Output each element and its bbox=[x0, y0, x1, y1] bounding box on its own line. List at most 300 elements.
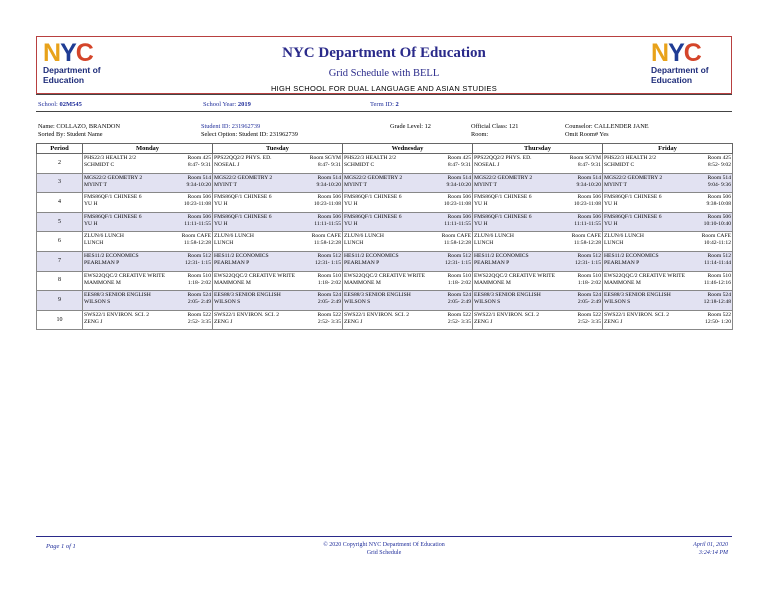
bell-time: 11:11-11:55 bbox=[574, 220, 601, 227]
schedule-cell bbox=[213, 251, 343, 271]
bell-time: 9:38-10:08 bbox=[706, 201, 731, 208]
schedule-cell bbox=[473, 310, 603, 330]
schedule-body bbox=[37, 154, 733, 330]
bell-time: 8:47- 9:31 bbox=[187, 162, 211, 168]
class-entry bbox=[474, 233, 601, 247]
teacher-name: ZENG J bbox=[474, 318, 493, 325]
course-code: FMS86QF/1 CHINESE 6 bbox=[474, 194, 532, 201]
period-number: 4 bbox=[37, 193, 83, 213]
room-time bbox=[704, 273, 731, 287]
class-entry bbox=[474, 155, 601, 169]
bell-time: 12:18-12:48 bbox=[703, 299, 731, 306]
course-code: HES11/2 ECONOMICS bbox=[214, 252, 269, 259]
room-number: Room 510 bbox=[577, 272, 601, 279]
room-number: Room 514 bbox=[447, 174, 471, 181]
meta-rule bbox=[36, 111, 732, 112]
nyc-doe-logo-right bbox=[651, 39, 727, 88]
course-code: SWS22/1 ENVIRON. SCI. 2 bbox=[344, 311, 410, 318]
schedule-cell bbox=[83, 271, 213, 291]
course-code: SWS22/1 ENVIRON. SCI. 2 bbox=[474, 311, 540, 318]
schedule-cell bbox=[343, 291, 473, 311]
course-code: FMS86QF/1 CHINESE 6 bbox=[84, 213, 142, 220]
bell-time: 8:47- 9:31 bbox=[447, 162, 471, 168]
course-code: EWS22QQC/2 CREATIVE WRITE bbox=[604, 272, 685, 279]
room-number: Room 524 bbox=[447, 292, 471, 299]
class-entry bbox=[474, 214, 601, 228]
teacher-name: MAMMONE M bbox=[604, 279, 641, 286]
room-number: Room 506 bbox=[577, 213, 601, 220]
room-time bbox=[708, 175, 731, 189]
schedule-row bbox=[37, 251, 733, 271]
teacher-name: MAMMONE M bbox=[214, 279, 251, 286]
room-number: Room 514 bbox=[707, 174, 731, 181]
schedule-cell bbox=[603, 232, 733, 252]
class-entry bbox=[604, 155, 731, 169]
room-number: Room 510 bbox=[707, 272, 731, 279]
print-timestamp: April 01, 2020 3:24:14 PM bbox=[693, 542, 728, 556]
room-time bbox=[318, 312, 341, 326]
course-code: MGS22/2 GEOMETRY 2 bbox=[474, 174, 533, 181]
counselor-block bbox=[565, 123, 649, 139]
schedule-cell bbox=[83, 154, 213, 174]
teacher-name: LUNCH bbox=[84, 240, 104, 247]
schedule-cell bbox=[83, 212, 213, 232]
class-entry bbox=[84, 214, 211, 228]
room-number: Room 512 bbox=[447, 252, 471, 259]
col-header-friday: Friday bbox=[603, 144, 733, 154]
course-code: HES11/2 ECONOMICS bbox=[344, 252, 399, 259]
course-code: ZLUN/6 LUNCH bbox=[84, 233, 124, 240]
class-entry bbox=[344, 214, 471, 228]
bell-time: 2:05- 2:49 bbox=[577, 299, 601, 306]
period-number: 5 bbox=[37, 212, 83, 232]
room-time bbox=[706, 194, 731, 208]
course-code: MGS22/2 GEOMETRY 2 bbox=[604, 174, 663, 181]
room-number: Room 524 bbox=[187, 292, 211, 299]
schedule-cell bbox=[83, 173, 213, 193]
schedule-row bbox=[37, 193, 733, 213]
class-entry bbox=[214, 312, 341, 326]
course-code: FMS86QF/1 CHINESE 6 bbox=[604, 213, 662, 220]
room-number: Room CAFE bbox=[701, 233, 731, 240]
course-code: MGS22/2 GEOMETRY 2 bbox=[344, 174, 403, 181]
schedule-cell bbox=[343, 271, 473, 291]
teacher-name: WILSON S bbox=[214, 299, 241, 306]
teacher-name: WILSON S bbox=[474, 299, 501, 306]
room-number: Room 512 bbox=[707, 252, 731, 259]
bell-time: 2:52- 3:35 bbox=[317, 318, 341, 325]
schedule-row bbox=[37, 232, 733, 252]
course-code: EWS22QQC/2 CREATIVE WRITE bbox=[474, 272, 555, 279]
room-time bbox=[318, 273, 341, 287]
class-entry bbox=[214, 273, 341, 287]
class-entry bbox=[474, 175, 601, 189]
teacher-name: MYINT T bbox=[84, 181, 107, 188]
teacher-name: WILSON S bbox=[344, 299, 371, 306]
class-entry bbox=[214, 233, 341, 247]
class-entry bbox=[474, 194, 601, 208]
schedule-row bbox=[37, 154, 733, 174]
bell-time: 10:23-11:08 bbox=[573, 201, 601, 208]
teacher-name: PEARLMAN P bbox=[214, 259, 250, 266]
teacher-name: YU H bbox=[84, 201, 98, 208]
course-code: PHS22/3 HEALTH 2/2 bbox=[84, 155, 137, 161]
teacher-name: SCHMIDT C bbox=[604, 162, 635, 168]
course-code: EES88/3 SENIOR ENGLISH bbox=[604, 292, 671, 299]
room-number: Room 524 bbox=[317, 292, 341, 299]
class-entry bbox=[344, 273, 471, 287]
course-code: FMS86QF/1 CHINESE 6 bbox=[84, 194, 142, 201]
teacher-name: MYINT T bbox=[474, 181, 497, 188]
bell-time: 11:11-11:55 bbox=[314, 220, 341, 227]
class-entry bbox=[214, 253, 341, 267]
schedule-cell bbox=[473, 154, 603, 174]
schedule-cell bbox=[213, 310, 343, 330]
room-number: Room 522 bbox=[577, 311, 601, 318]
teacher-name: YU H bbox=[344, 220, 358, 227]
room-time bbox=[572, 233, 601, 247]
class-entry bbox=[84, 155, 211, 169]
class-entry bbox=[604, 214, 731, 228]
student-id: Student ID: 231962739 bbox=[201, 123, 261, 130]
schedule-cell bbox=[603, 271, 733, 291]
room-time bbox=[316, 175, 341, 189]
schedule-grid bbox=[36, 143, 733, 330]
teacher-name: ZENG J bbox=[84, 318, 103, 325]
sorted-by: Sorted By: Student Name bbox=[38, 131, 103, 138]
bell-time: 12:31- 1:15 bbox=[185, 259, 211, 266]
class-entry bbox=[604, 312, 731, 326]
period-number: 9 bbox=[37, 291, 83, 311]
course-code: FMS86QF/1 CHINESE 6 bbox=[344, 194, 402, 201]
bell-time: 11:58-12:28 bbox=[313, 240, 341, 247]
bell-time: 11:14-11:44 bbox=[704, 259, 731, 266]
bell-time: 8:52- 9:02 bbox=[707, 162, 731, 168]
bell-time: 2:05- 2:49 bbox=[447, 299, 471, 306]
class-entry bbox=[474, 253, 601, 267]
teacher-name: WILSON S bbox=[84, 299, 111, 306]
bell-time: 9:34-10:20 bbox=[576, 181, 601, 188]
course-code: FMS86QF/1 CHINESE 6 bbox=[604, 194, 662, 201]
student-name: Name: COLLAZO, BRANDON bbox=[38, 123, 121, 130]
room-number: Room 506 bbox=[187, 213, 211, 220]
teacher-name: YU H bbox=[84, 220, 98, 227]
class-entry bbox=[474, 292, 601, 306]
teacher-name: LUNCH bbox=[604, 240, 624, 247]
teacher-name: WILSON S bbox=[604, 299, 631, 306]
schedule-cell bbox=[603, 291, 733, 311]
teacher-name: YU H bbox=[214, 220, 228, 227]
schedule-header-row bbox=[37, 144, 733, 154]
document-subtitle: Grid Schedule with BELL bbox=[328, 68, 440, 79]
room-time bbox=[315, 253, 341, 267]
bell-time: 12:31- 1:15 bbox=[315, 259, 341, 266]
teacher-name: LUNCH bbox=[344, 240, 364, 247]
schedule-cell bbox=[83, 310, 213, 330]
room-number: Room 514 bbox=[317, 174, 341, 181]
course-code: ZLUN/6 LUNCH bbox=[344, 233, 384, 240]
room-number: Room 522 bbox=[447, 311, 471, 318]
course-code: MGS22/2 GEOMETRY 2 bbox=[214, 174, 273, 181]
bell-time: 8:47- 9:31 bbox=[317, 162, 341, 168]
room-time bbox=[185, 253, 211, 267]
room-number: Room 506 bbox=[707, 213, 731, 220]
room-time bbox=[318, 292, 341, 306]
schedule-cell bbox=[603, 310, 733, 330]
teacher-name: SCHMIDT C bbox=[344, 162, 375, 168]
room-time bbox=[578, 312, 601, 326]
room-number: Room 514 bbox=[577, 174, 601, 181]
room-number: Room 510 bbox=[317, 272, 341, 279]
class-entry bbox=[214, 175, 341, 189]
schedule-cell bbox=[603, 173, 733, 193]
room-time bbox=[574, 214, 601, 228]
teacher-name: YU H bbox=[604, 201, 618, 208]
room-number: Room 506 bbox=[447, 213, 471, 220]
period-number: 8 bbox=[37, 271, 83, 291]
school-name: HIGH SCHOOL FOR DUAL LANGUAGE AND ASIAN STUDIES bbox=[270, 84, 498, 93]
schedule-row bbox=[37, 271, 733, 291]
document-title: NYC Department Of Education bbox=[282, 45, 486, 61]
room-number: Room 512 bbox=[187, 252, 211, 259]
schedule-cell bbox=[83, 291, 213, 311]
teacher-name: YU H bbox=[474, 220, 488, 227]
room-time bbox=[312, 233, 341, 247]
course-code: PHS22/3 HEALTH 2/2 bbox=[344, 155, 397, 161]
teacher-name: PEARLMAN P bbox=[474, 259, 510, 266]
schedule-cell bbox=[213, 212, 343, 232]
room-time bbox=[184, 214, 211, 228]
room-number: Room 506 bbox=[187, 194, 211, 201]
schedule-cell bbox=[603, 251, 733, 271]
room-number: Room 425 bbox=[707, 155, 731, 161]
room-time bbox=[186, 175, 211, 189]
bell-time: 2:05- 2:49 bbox=[317, 299, 341, 306]
bell-time: 10:23-11:08 bbox=[313, 201, 341, 208]
footer-copyright: © 2020 Copyright NYC Department Of Education Grid Schedule bbox=[323, 542, 445, 556]
period-number: 10 bbox=[37, 310, 83, 330]
bell-time: 11:58-12:28 bbox=[573, 240, 601, 247]
teacher-name: LUNCH bbox=[214, 240, 234, 247]
class-entry bbox=[214, 155, 341, 169]
course-code: HES11/2 ECONOMICS bbox=[474, 252, 529, 259]
room-time bbox=[448, 292, 471, 306]
room-number: Room 514 bbox=[187, 174, 211, 181]
school-code: School: 02M545 bbox=[38, 101, 82, 108]
schedule-cell bbox=[603, 193, 733, 213]
schedule-cell bbox=[343, 212, 473, 232]
schedule-cell bbox=[343, 232, 473, 252]
room-time bbox=[188, 292, 211, 306]
room-number: Room SGYM bbox=[569, 155, 601, 161]
course-code: HES11/2 ECONOMICS bbox=[84, 252, 139, 259]
room-number: Room 524 bbox=[707, 292, 731, 299]
select-option: Select Option: Student ID: 231962739 bbox=[201, 131, 298, 138]
col-header-wednesday: Wednesday bbox=[343, 144, 473, 154]
schedule-cell bbox=[213, 232, 343, 252]
course-code: SWS22/1 ENVIRON. SCI. 2 bbox=[604, 311, 670, 318]
room-number: Room 510 bbox=[187, 272, 211, 279]
schedule-cell bbox=[473, 193, 603, 213]
course-code: SWS22/1 ENVIRON. SCI. 2 bbox=[214, 311, 280, 318]
schedule-cell bbox=[343, 154, 473, 174]
omit-room: Omit Room# Yes bbox=[565, 131, 609, 138]
bell-time: 2:05- 2:49 bbox=[187, 299, 211, 306]
class-entry bbox=[214, 194, 341, 208]
class-entry bbox=[604, 175, 731, 189]
teacher-name: YU H bbox=[214, 201, 228, 208]
schedule-row bbox=[37, 291, 733, 311]
schedule-cell bbox=[473, 271, 603, 291]
course-code: FMS86QF/1 CHINESE 6 bbox=[474, 213, 532, 220]
room-number: Room 425 bbox=[187, 155, 211, 161]
bell-time: 11:58-12:28 bbox=[183, 240, 211, 247]
class-entry bbox=[604, 233, 731, 247]
class-entry bbox=[344, 233, 471, 247]
schedule-cell bbox=[473, 212, 603, 232]
schedule-cell bbox=[83, 193, 213, 213]
room-time bbox=[705, 312, 731, 326]
bell-time: 9:04- 9:36 bbox=[707, 181, 731, 188]
header-rule bbox=[36, 94, 732, 95]
period-number: 6 bbox=[37, 232, 83, 252]
room-time bbox=[444, 194, 471, 208]
class-entry bbox=[84, 194, 211, 208]
bell-time: 10:42-11:12 bbox=[703, 240, 731, 247]
schedule-cell bbox=[343, 310, 473, 330]
class-entry bbox=[604, 273, 731, 287]
room-number: Room CAFE bbox=[571, 233, 601, 240]
schedule-cell bbox=[473, 173, 603, 193]
teacher-name: LUNCH bbox=[474, 240, 494, 247]
room-time bbox=[442, 233, 471, 247]
course-code: EWS22QQC/2 CREATIVE WRITE bbox=[84, 272, 165, 279]
bell-time: 2:52- 3:35 bbox=[447, 318, 471, 325]
period-number: 2 bbox=[37, 154, 83, 174]
teacher-name: SCHMIDT C bbox=[84, 162, 115, 168]
room-number: Room 522 bbox=[187, 311, 211, 318]
room-time bbox=[570, 155, 601, 169]
schedule-cell bbox=[213, 271, 343, 291]
teacher-name: MYINT T bbox=[604, 181, 627, 188]
course-code: PPS22QQ2/2 PHYS. ED. bbox=[474, 155, 532, 161]
course-code: EES88/3 SENIOR ENGLISH bbox=[214, 292, 281, 299]
bell-time: 10:10-10:40 bbox=[703, 220, 731, 227]
class-entry bbox=[214, 292, 341, 306]
bell-time: 1:18- 2:02 bbox=[317, 279, 341, 286]
official-class-block bbox=[471, 123, 518, 139]
class-entry bbox=[84, 312, 211, 326]
room-time bbox=[314, 194, 341, 208]
nyc-logo-mark: N Y C bbox=[43, 39, 93, 67]
course-code: FMS86QF/1 CHINESE 6 bbox=[214, 213, 272, 220]
schedule-cell bbox=[343, 173, 473, 193]
teacher-name: PEARLMAN P bbox=[604, 259, 640, 266]
bell-time: 9:34-10:20 bbox=[446, 181, 471, 188]
bell-time: 2:52- 3:35 bbox=[187, 318, 211, 325]
bell-time: 11:58-12:28 bbox=[443, 240, 471, 247]
teacher-name: MYINT T bbox=[214, 181, 237, 188]
logo-dept-text: Department of Education bbox=[651, 65, 709, 85]
class-entry bbox=[84, 253, 211, 267]
bell-time: 10:23-11:08 bbox=[183, 201, 211, 208]
teacher-name: PEARLMAN P bbox=[344, 259, 380, 266]
schedule-cell bbox=[213, 291, 343, 311]
schedule-cell bbox=[473, 251, 603, 271]
room-time bbox=[704, 292, 731, 306]
grade-level: Grade Level: 12 bbox=[390, 123, 431, 130]
bell-time: 1:18- 2:02 bbox=[577, 279, 601, 286]
page-number: Page 1 of 1 bbox=[46, 543, 76, 550]
schedule-cell bbox=[83, 251, 213, 271]
course-code: PHS22/3 HEALTH 2/2 bbox=[604, 155, 657, 161]
class-entry bbox=[344, 292, 471, 306]
room-time bbox=[575, 253, 601, 267]
course-code: EES88/3 SENIOR ENGLISH bbox=[84, 292, 151, 299]
room-time bbox=[444, 214, 471, 228]
class-entry bbox=[84, 292, 211, 306]
class-entry bbox=[344, 175, 471, 189]
teacher-name: MYINT T bbox=[344, 181, 367, 188]
room-number: Room CAFE bbox=[441, 233, 471, 240]
room-time bbox=[704, 253, 731, 267]
room-time bbox=[578, 292, 601, 306]
bell-time: 12:50- 1:20 bbox=[705, 318, 731, 325]
teacher-name: YU H bbox=[604, 220, 618, 227]
schedule-cell bbox=[343, 193, 473, 213]
teacher-name: NOSEAL J bbox=[214, 162, 240, 168]
room-time bbox=[448, 155, 471, 169]
teacher-name: YU H bbox=[474, 201, 488, 208]
course-code: ZLUN/6 LUNCH bbox=[214, 233, 254, 240]
schedule-cell bbox=[473, 291, 603, 311]
room-number: Room CAFE bbox=[311, 233, 341, 240]
room-time bbox=[314, 214, 341, 228]
room-number: Room 506 bbox=[707, 194, 731, 201]
course-code: SWS22/1 ENVIRON. SCI. 2 bbox=[84, 311, 150, 318]
course-code: EES88/3 SENIOR ENGLISH bbox=[474, 292, 541, 299]
room-number: Room 506 bbox=[317, 213, 341, 220]
room-time bbox=[574, 194, 601, 208]
col-header-monday: Monday bbox=[83, 144, 213, 154]
teacher-name: PEARLMAN P bbox=[84, 259, 120, 266]
room-time bbox=[182, 233, 211, 247]
room-time bbox=[448, 312, 471, 326]
course-code: FMS86QF/1 CHINESE 6 bbox=[214, 194, 272, 201]
schedule-row bbox=[37, 173, 733, 193]
room-time bbox=[310, 155, 341, 169]
class-entry bbox=[344, 253, 471, 267]
schedule-cell bbox=[343, 251, 473, 271]
term-id: Term ID: 2 bbox=[370, 101, 399, 108]
col-header-period: Period bbox=[37, 144, 83, 154]
room-number: Room 510 bbox=[447, 272, 471, 279]
official-class: Official Class: 121 bbox=[471, 123, 519, 130]
schedule-cell bbox=[83, 232, 213, 252]
bell-time: 12:31- 1:15 bbox=[445, 259, 471, 266]
schedule-row bbox=[37, 310, 733, 330]
room-time bbox=[448, 273, 471, 287]
class-entry bbox=[84, 175, 211, 189]
room-number: Room 512 bbox=[577, 252, 601, 259]
col-header-tuesday: Tuesday bbox=[213, 144, 343, 154]
class-entry bbox=[344, 155, 471, 169]
teacher-name: MAMMONE M bbox=[474, 279, 511, 286]
schedule-cell bbox=[603, 154, 733, 174]
teacher-name: ZENG J bbox=[214, 318, 233, 325]
teacher-name: MAMMONE M bbox=[344, 279, 381, 286]
bell-time: 1:18- 2:02 bbox=[187, 279, 211, 286]
